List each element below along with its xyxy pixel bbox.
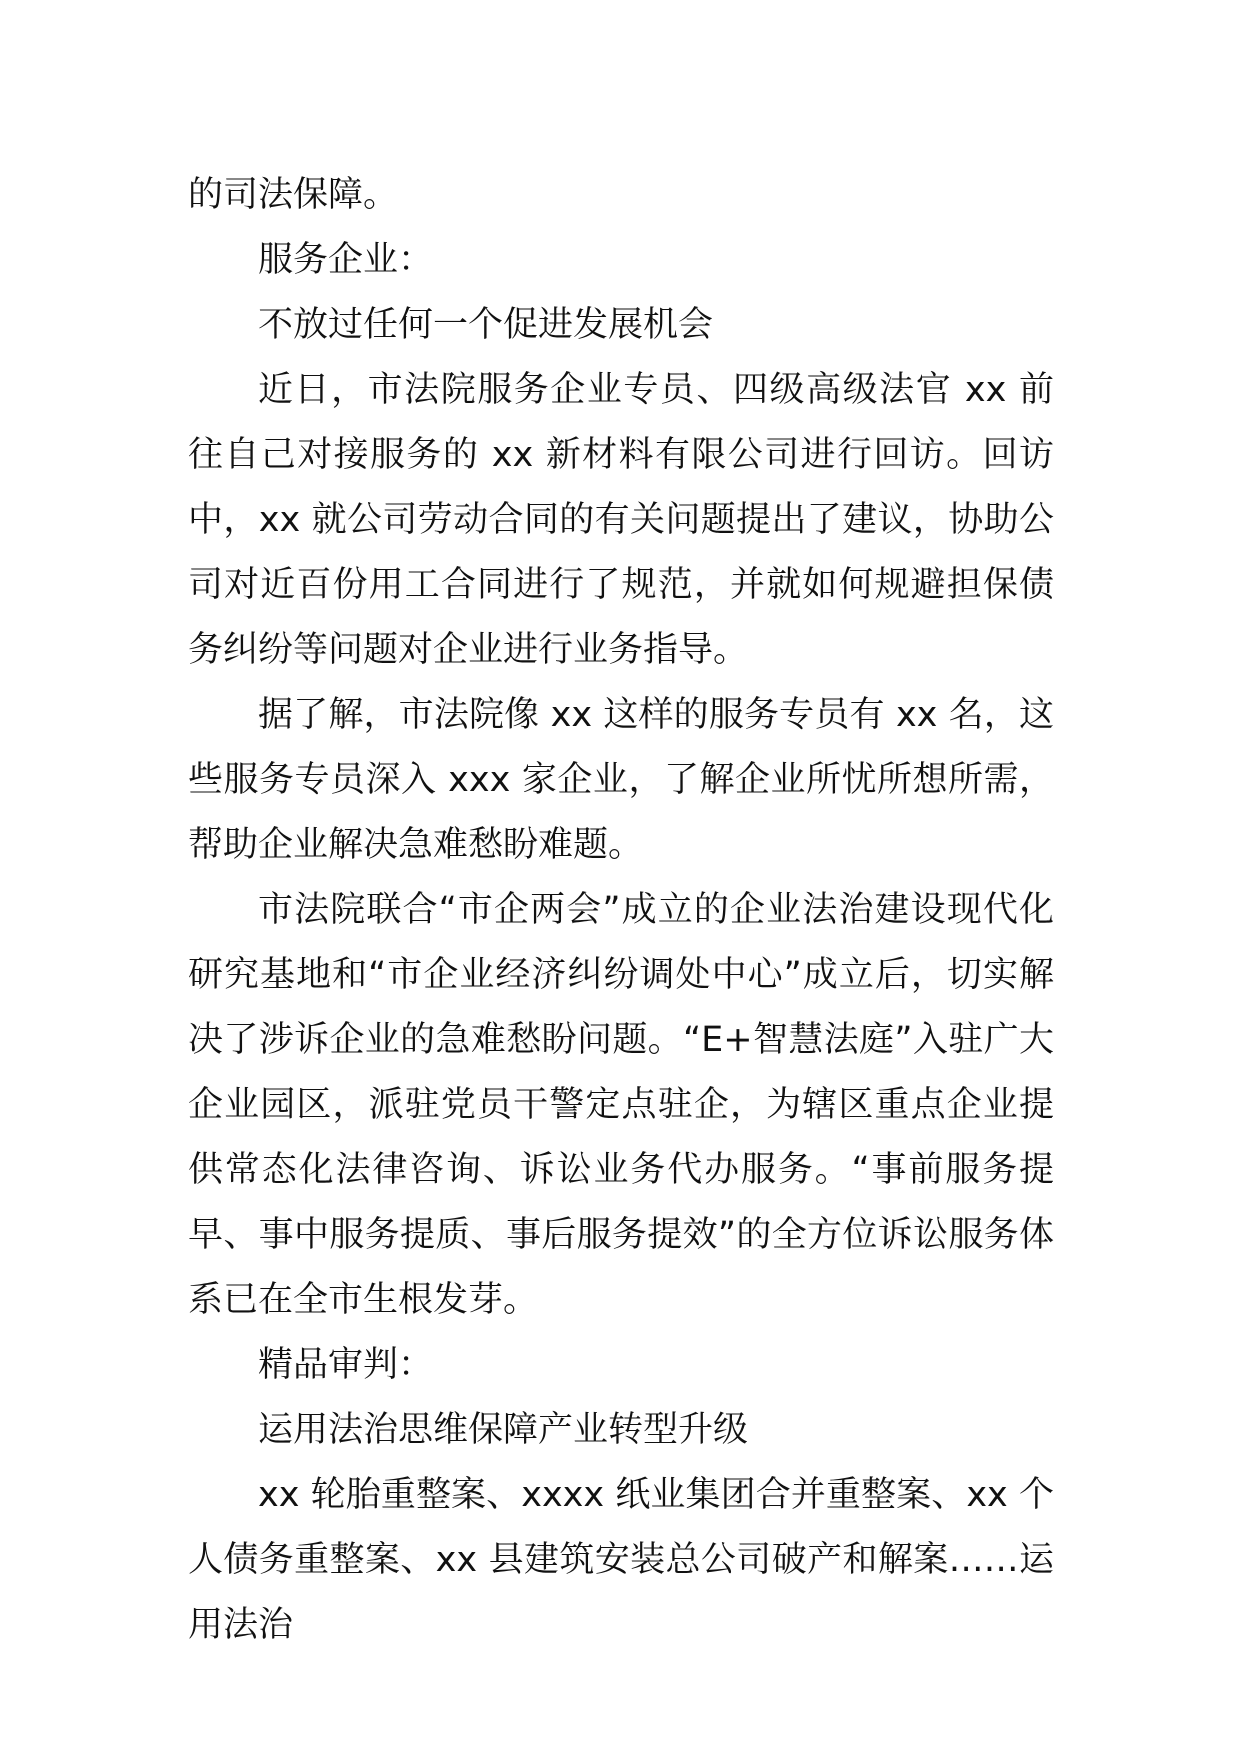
- paragraph-service-specialists: 据了解，市法院像 xx 这样的服务专员有 xx 名，这些服务专员深入 xxx 家企业，了解企业所忧所想所需，帮助企业解决急难愁盼难题。: [188, 695, 1054, 865]
- paragraph-restructuring-cases: xx 轮胎重整案、xxxx 纸业集团合并重整案、xx 个人债务重整案、xx 县建筑安装总公司破产和解案……运用法治: [188, 1475, 1054, 1645]
- paragraph-continuation: 的司法保障。: [188, 175, 399, 215]
- section-heading-quality-trial: 精品审判：: [258, 1345, 434, 1385]
- section-heading-service-enterprise: 服务企业：: [258, 240, 434, 280]
- section-subheading-industry-upgrade: 运用法治思维保障产业转型升级: [258, 1410, 749, 1450]
- paragraph-research-base: 市法院联合“市企两会”成立的企业法治建设现代化研究基地和“市企业经济纠纷调处中心”成立后，切实解决了涉诉企业的急难愁盼问题。“E+智慧法庭”入驻广大企业园区，派驻党员干警定点驻企，为辖区重点企业提供常态化法律咨询、诉讼业务代办服务。“事前服务提早、事中服务提质、事后服务提效”的全方位诉讼服务体系已在全市生根发芽。: [188, 890, 1054, 1320]
- document-body: [188, 163, 1054, 1658]
- section-subheading-development: 不放过任何一个促进发展机会: [258, 305, 714, 345]
- paragraph-revisit: 近日，市法院服务企业专员、四级高级法官 xx 前往自己对接服务的 xx 新材料有限公司进行回访。回访中，xx 就公司劳动合同的有关问题提出了建议，协助公司对近百份用工合同进行了规范，并就如何规避担保债务纠纷等问题对企业进行业务指导。: [188, 370, 1054, 670]
